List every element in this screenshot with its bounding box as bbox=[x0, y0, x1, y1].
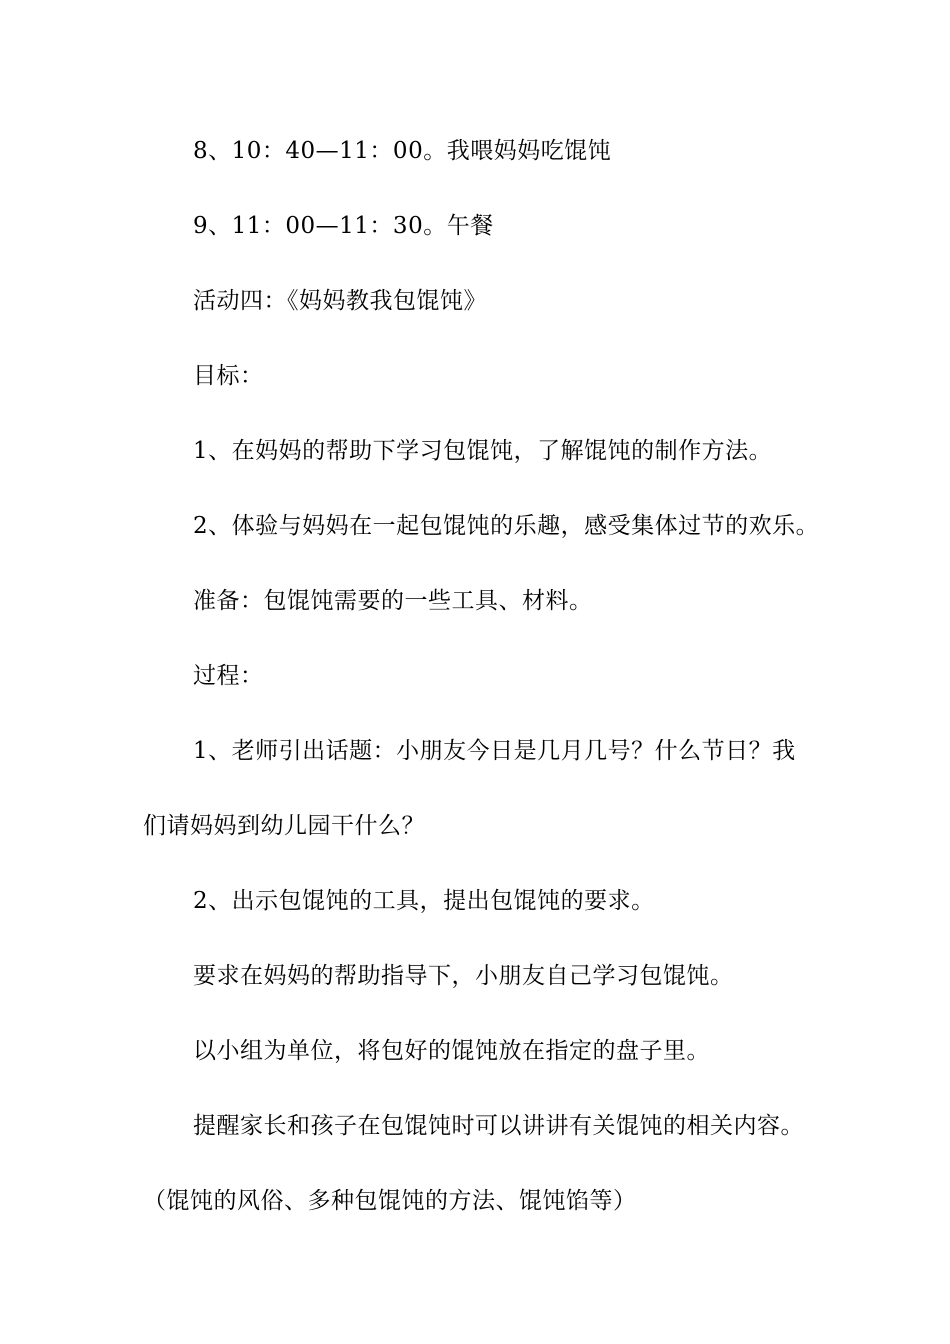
schedule-item-8: 8、10：40—11：00。我喂妈妈吃馄饨 bbox=[193, 138, 612, 164]
goal-item-2: 2、体验与妈妈在一起包馄饨的乐趣，感受集体过节的欢乐。 bbox=[193, 513, 820, 539]
goals-heading: 目标： bbox=[193, 363, 264, 389]
reminder-paragraph-line-1: 提醒家长和孩子在包馄饨时可以讲讲有关馄饨的相关内容。 bbox=[193, 1113, 804, 1139]
process-heading: 过程： bbox=[193, 663, 264, 689]
preparation-text: 准备：包馄饨需要的一些工具、材料。 bbox=[193, 588, 593, 614]
goal-item-1: 1、在妈妈的帮助下学习包馄饨，了解馄饨的制作方法。 bbox=[193, 438, 773, 464]
requirement-paragraph-1: 要求在妈妈的帮助指导下，小朋友自己学习包馄饨。 bbox=[193, 963, 734, 989]
process-step-1-line-1: 1、老师引出话题：小朋友今日是几月几号？什么节日？我 bbox=[193, 738, 796, 764]
process-step-1-line-2: 们请妈妈到幼儿园干什么？ bbox=[143, 813, 425, 839]
schedule-item-9: 9、11：00—11：30。午餐 bbox=[193, 213, 494, 239]
process-step-2: 2、出示包馄饨的工具，提出包馄饨的要求。 bbox=[193, 888, 655, 914]
requirement-paragraph-2: 以小组为单位，将包好的馄饨放在指定的盘子里。 bbox=[193, 1038, 710, 1064]
activity-title: 活动四：《妈妈教我包馄饨》 bbox=[193, 288, 487, 314]
reminder-paragraph-line-2: （馄饨的风俗、多种包馄饨的方法、馄饨馅等） bbox=[143, 1188, 637, 1214]
